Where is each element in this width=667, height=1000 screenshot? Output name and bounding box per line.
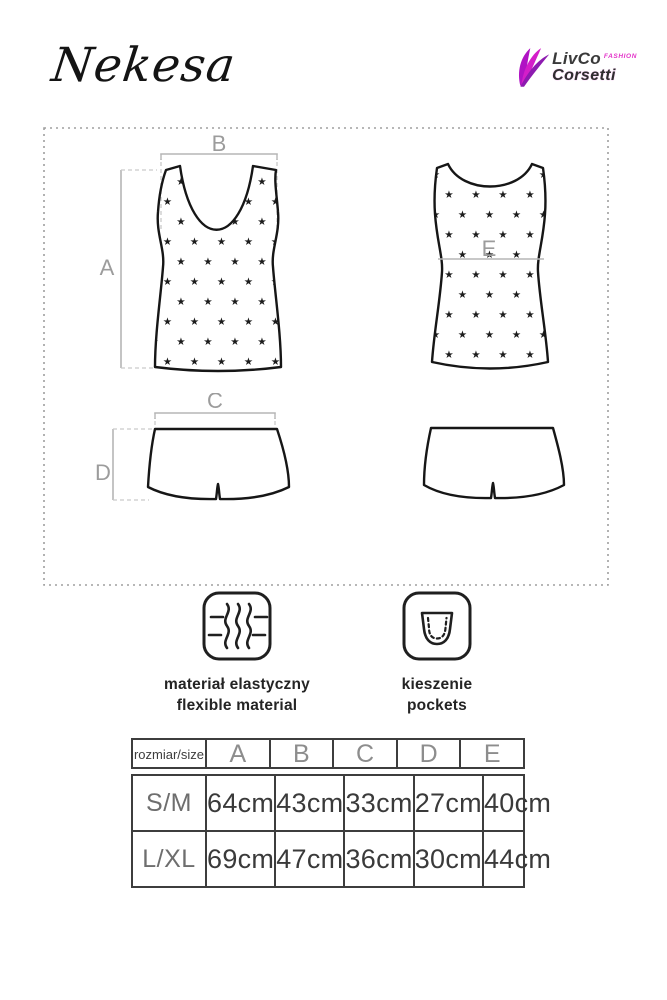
size-name: S/M [146, 788, 192, 817]
column-header-e: E [459, 740, 523, 769]
measure-value: 69cm [205, 832, 274, 886]
back-top-drawing [415, 144, 565, 380]
elastic-material-icon [201, 590, 273, 662]
column-header-d: D [396, 740, 460, 769]
table-row [133, 830, 552, 886]
brand-logo-text [552, 50, 637, 84]
feature-label-pl: kieszenie [401, 676, 473, 693]
column-header-b: B [269, 740, 333, 769]
logo-name-top: LivCo [552, 49, 601, 68]
column-header-c: C [332, 740, 396, 769]
measure-label-a: A [99, 255, 115, 280]
front-shorts-garment [148, 429, 289, 499]
measure-value: 30cm [413, 832, 482, 886]
measure-value: 36cm [343, 832, 412, 886]
front-shorts-drawing [93, 393, 295, 509]
measure-line-c [155, 413, 275, 419]
size-table [131, 738, 552, 888]
brand-logo [515, 44, 637, 90]
logo-fashion-label: FASHION [603, 53, 637, 60]
back-shorts-drawing [421, 421, 571, 509]
measure-label-c: C [207, 393, 223, 413]
measure-value: 33cm [343, 776, 412, 830]
measure-value: 40cm [482, 776, 551, 830]
logo-name-bottom: Corsetti [552, 67, 616, 84]
feature-elastic-material [137, 590, 337, 716]
size-name: L/XL [142, 844, 196, 873]
measure-label-b: B [211, 131, 227, 156]
livco-wing-icon [515, 44, 551, 90]
diagram-panel [43, 127, 609, 586]
measure-value: 64cm [205, 776, 274, 830]
measure-value: 47cm [274, 832, 343, 886]
back-top-garment [432, 164, 548, 369]
back-shorts-garment [424, 428, 564, 498]
feature-pockets [337, 590, 537, 716]
front-top-garment [155, 166, 281, 371]
size-table-header [131, 738, 525, 769]
measure-value: 43cm [274, 776, 343, 830]
feature-label-en: flexible material [176, 697, 298, 714]
size-header-label: rozmiar/size [133, 747, 205, 762]
measure-label-d: D [95, 460, 111, 485]
table-row [133, 776, 552, 830]
front-top-drawing [93, 131, 293, 379]
feature-label-pl: materiał elastyczny [164, 676, 310, 693]
measure-label-e: E [481, 236, 497, 261]
feature-label-en: pockets [407, 697, 467, 714]
measure-value: 44cm [482, 832, 551, 886]
column-header-a: A [205, 740, 269, 769]
measure-value: 27cm [413, 776, 482, 830]
product-name: Nekesa [48, 38, 239, 93]
size-table-body [131, 774, 552, 888]
pocket-icon [401, 590, 473, 662]
